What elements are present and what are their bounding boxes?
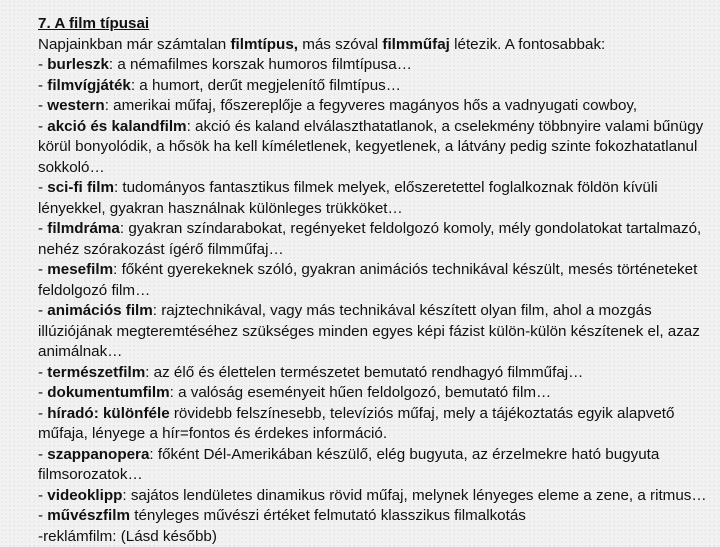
entry-description: : a valóság eseményeit hűen feldolgozó, bemutató film…: [170, 384, 552, 401]
entry-description: : a némafilmes korszak humoros filmtípusa…: [109, 56, 412, 73]
entry-description: : rajztechnikával, vagy más technikával készített olyan film, ahol a mozgás illúziójának megteremtéséhez szükséges minden egyes képi fázist külön-külön készítenek el, azaz animálnak…: [38, 302, 700, 360]
intro-term-filmtipus: filmtípus,: [230, 36, 298, 53]
genre-entry: [38, 117, 714, 179]
entry-description: rövidebb felszínesebb, televíziós műfaj, mely a tájékoztatás egyik alapvető műfaja, lényege a hír=fontos és érdekes információ.: [38, 405, 674, 443]
entry-bullet: -: [38, 220, 47, 237]
entry-description: : az élő és élettelen természetet bemutató rendhagyó filmműfaj…: [145, 364, 583, 381]
genre-entry: [38, 383, 714, 404]
entry-term: természetfilm: [47, 364, 145, 381]
entry-description: : főként gyerekeknek szóló, gyakran animációs technikával készült, mesés történeteket feldolgozó film…: [38, 261, 697, 299]
slide-body: [38, 35, 714, 547]
entry-term: híradó: különféle: [47, 405, 169, 422]
entry-description: : sajátos lendületes dinamikus rövid műfaj, melynek lényeges eleme a zene, a ritmus…: [122, 487, 706, 504]
entry-bullet: -: [38, 179, 47, 196]
entry-bullet: -: [38, 384, 47, 401]
genre-entry: [38, 445, 714, 486]
genre-entry: [38, 76, 714, 97]
entry-bullet: -: [38, 446, 47, 463]
genre-entry: [38, 404, 714, 445]
entry-term: mesefilm: [47, 261, 113, 278]
genre-entry: [38, 486, 714, 507]
entry-term: filmvígjáték: [47, 77, 131, 94]
entry-term: burleszk: [47, 56, 109, 73]
genre-entry: [38, 363, 714, 384]
entry-bullet: -: [38, 487, 47, 504]
entry-bullet: -: [38, 528, 43, 545]
entry-description: : amerikai műfaj, főszereplője a fegyveres magányos hős a vadnyugati cowboy,: [105, 97, 637, 114]
entry-term: animációs film: [47, 302, 153, 319]
entry-bullet: -: [38, 261, 47, 278]
entry-description: : főként Dél-Amerikában készülő, elég bugyuta, az érzelmekre ható bugyuta filmsorozatok…: [38, 446, 659, 484]
entry-term: szappanopera: [47, 446, 149, 463]
entry-term: művészfilm: [47, 507, 130, 524]
entry-description: tényleges művészi értéket felmutató klasszikus filmalkotás: [130, 507, 526, 524]
genre-entry: [38, 55, 714, 76]
genre-list: [38, 55, 714, 547]
entry-bullet: -: [38, 77, 47, 94]
slide-title: 7. A film típusai: [38, 14, 714, 35]
intro-prefix: Napjainkban már számtalan: [38, 36, 230, 53]
genre-entry: [38, 96, 714, 117]
intro-paragraph: [38, 35, 714, 56]
entry-bullet: -: [38, 507, 47, 524]
entry-term: filmdráma: [47, 220, 120, 237]
genre-entry: [38, 178, 714, 219]
entry-term: western: [47, 97, 104, 114]
entry-description: : a humort, derűt megjelenítő filmtípus…: [131, 77, 401, 94]
genre-entry: [38, 506, 714, 527]
entry-term: sci-fi film: [47, 179, 114, 196]
entry-bullet: -: [38, 364, 47, 381]
entry-description: : tudományos fantasztikus filmek melyek, előszeretettel foglalkoznak földön kívüli lényekkel, gyakran használnak különleges trükköket…: [38, 179, 658, 217]
entry-description: : akció és kaland elválaszthatatlanok, a cselekmény többnyire valami bűnügy körül bonyolódik, a hősök ha kell kíméletlenek, kegyetlenek, a látvány pedig szinte fokozhatatlanul sokkoló…: [38, 118, 703, 176]
intro-suffix: létezik. A fontosabbak:: [450, 36, 605, 53]
entry-term: videoklipp: [47, 487, 122, 504]
entry-term: dokumentumfilm: [47, 384, 169, 401]
genre-entry: [38, 301, 714, 363]
genre-entry: [38, 219, 714, 260]
entry-bullet: -: [38, 302, 47, 319]
entry-bullet: -: [38, 405, 47, 422]
entry-bullet: -: [38, 56, 47, 73]
intro-middle: más szóval: [298, 36, 382, 53]
slide: [38, 14, 714, 547]
entry-description: reklámfilm: (Lásd később): [43, 528, 217, 545]
intro-term-filmmufaj: filmműfaj: [382, 36, 450, 53]
entry-bullet: -: [38, 118, 47, 135]
genre-entry: [38, 527, 714, 547]
entry-description: : gyakran színdarabokat, regényeket feldolgozó komoly, mély gondolatokat tartalmazó, nehéz szórakozást ígérő filmműfaj…: [38, 220, 701, 258]
entry-term: akció és kalandfilm: [47, 118, 186, 135]
genre-entry: [38, 260, 714, 301]
entry-bullet: -: [38, 97, 47, 114]
